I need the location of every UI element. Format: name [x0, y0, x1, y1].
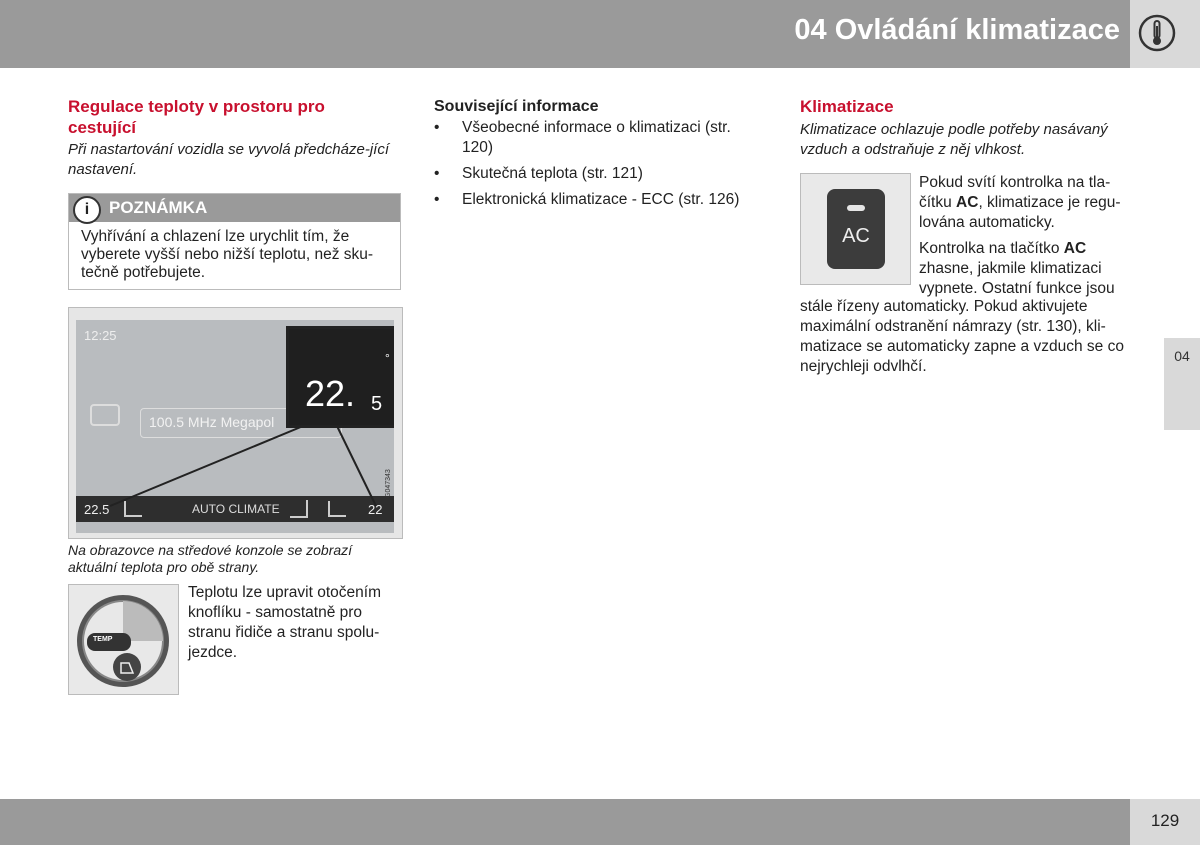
knob-temp-label: TEMP: [93, 636, 113, 643]
temp-knob-figure: [68, 584, 179, 695]
ac-paragraph-2-rest: stále řízeny automaticky. Pokud aktivujete maximální odstranění námrazy (str. 130), kli-matizace se automaticky zapne a vzduch se co nejrychleji odvlhčí.: [800, 298, 1124, 375]
related-link-text: Elektronická klimatizace - ECC (str. 126): [462, 191, 740, 208]
note-box: [68, 193, 401, 290]
zoom-degree-symbol: °: [385, 351, 390, 365]
ac-p2-text: Kontrolka na tlačítko: [919, 240, 1064, 257]
ac-p1-line3: lována automaticky.: [919, 214, 1055, 231]
chapter-side-tab-label: 04: [1174, 348, 1190, 364]
ac-p1-text: čítku: [919, 194, 957, 211]
ac-button-label: AC: [842, 225, 870, 247]
screen-radio-station: 100.5 MHz Megapol: [149, 414, 275, 430]
chapter-title: 04 Ovládání klimatizace: [794, 14, 1120, 46]
climate-auto-label: AUTO CLIMATE: [192, 502, 280, 516]
ac-p1-line1: Pokud svítí kontrolka na tla-: [919, 174, 1111, 191]
knob-description: Teplotu lze upravit otočením knoflíku - samostatně pro stranu řidiče a stranu spolu-jezdce.: [188, 584, 381, 661]
screen-display: [76, 320, 394, 533]
note-text: Vyhřívání a chlazení lze urychlit tím, že vyberete vyšší nebo nižší teplotu, než sku-tečně potřebujete.: [81, 228, 374, 281]
section-intro-temperature: Při nastartování vozidla se vyvolá předcháze-jící nastavení.: [68, 141, 389, 178]
bullet: •: [434, 165, 440, 182]
related-link-ecc[interactable]: [434, 190, 764, 210]
related-link-text: Všeobecné informace o klimatizaci (str. 120): [462, 119, 731, 156]
ac-p1-line2: [919, 193, 1144, 213]
bullet: •: [434, 191, 440, 208]
zoom-temp-decimal: 5: [371, 393, 383, 415]
thermometer-icon: [1138, 14, 1176, 52]
climate-left-temp: 22.5: [84, 502, 110, 517]
page-number: 129: [1150, 811, 1180, 830]
related-info-list: [434, 118, 764, 216]
ac-p1-bold: AC: [956, 194, 979, 211]
screen-time: 12:25: [84, 328, 117, 343]
note-title: POZNÁMKA: [109, 198, 208, 217]
related-link-text: Skutečná teplota (str. 121): [462, 165, 643, 182]
section-heading-temperature: Regulace teploty v prostoru pro cestující: [68, 97, 325, 137]
section-heading-ac: Klimatizace: [800, 97, 894, 116]
ac-p2-bold: AC: [1063, 240, 1087, 257]
center-console-screen-figure: [68, 307, 403, 539]
related-link-actual-temp[interactable]: [434, 164, 764, 184]
page-footer-bar: [0, 799, 1130, 845]
info-icon: i: [73, 196, 101, 224]
ac-button: [827, 189, 885, 269]
ac-p2-line2: zhasne, jakmile klimatizaci: [919, 260, 1102, 277]
related-link-general[interactable]: [434, 118, 764, 158]
ac-indicator-led: [847, 205, 865, 211]
zoomed-temperature-display: [286, 326, 394, 428]
figure-code: G047343: [385, 469, 392, 498]
figure-caption: Na obrazovce na středové konzole se zobrazí aktuální teplota pro obě strany.: [68, 542, 353, 575]
zoom-temp-main: 22.: [305, 373, 356, 414]
ac-p1-text: , klimatizace je regu-: [978, 194, 1121, 211]
related-info-heading: Související informace: [434, 98, 599, 115]
ac-button-figure: [800, 173, 911, 285]
ac-paragraph-1: [919, 173, 1144, 233]
ac-paragraph-2-top: [919, 239, 1144, 299]
bullet: •: [434, 119, 440, 136]
section-intro-ac: Klimatizace ochlazuje podle potřeby nasávaný vzduch a odstraňuje z něj vlhkost.: [800, 121, 1108, 158]
climate-right-temp: 22: [368, 502, 383, 517]
ac-p2-line3: vypnete. Ostatní funkce jsou: [919, 280, 1115, 297]
ac-p2-line1: [919, 239, 1144, 259]
